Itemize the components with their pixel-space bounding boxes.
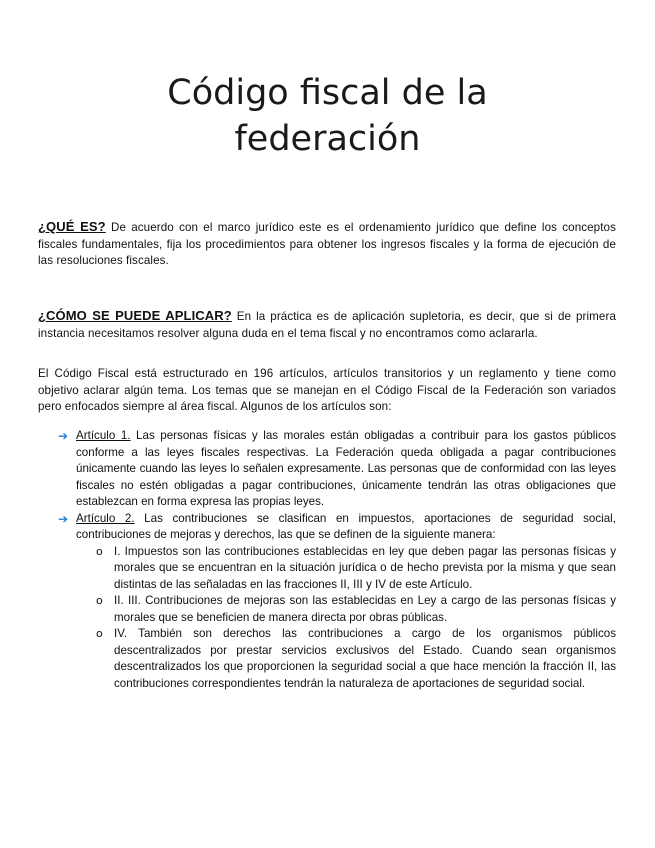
subitem-text: II. III. Contribuciones de mejoras son las establecidas en Ley a cargo de las personas físicas y morales que se beneficien de manera directa por obras públicas. <box>114 594 616 624</box>
paragraph-como-aplicar <box>38 308 616 342</box>
text-estructura: El Código Fiscal está estructurado en 196 artículos, artículos transitorios y un reglamento y tiene como objetivo aclarar algún tema. Los temas que se manejan en el Código Fiscal de la Federación son variados pero enfocados siempre al área fiscal. Algunos de los artículos son: <box>38 367 616 413</box>
circle-bullet-icon: o <box>96 594 103 607</box>
paragraph-estructura <box>38 366 616 416</box>
text-como-aplicar: En la práctica es de aplicación supletoria, es decir, que si de primera instancia necesitamos resolver alguna duda en el tema fiscal y no encontramos como aclararla. <box>38 310 616 340</box>
article-2-subitems <box>76 544 616 693</box>
paragraph-que-es <box>38 219 616 270</box>
list-item-fraccion-iv <box>96 626 616 692</box>
circle-bullet-icon: o <box>96 544 103 558</box>
circle-bullet-icon: o <box>96 627 103 640</box>
list-item-fraccion-i <box>96 544 616 594</box>
title-line-2: federación <box>234 119 421 159</box>
heading-que-es: ¿QUÉ ES? <box>38 219 106 234</box>
title-line-1: Código fiscal de la <box>167 73 488 113</box>
article-title: Artículo 1. <box>76 429 131 442</box>
subitem-text: I. Impuestos son las contribuciones establecidas en ley que deben pagar las personas físicas y morales que se encuentran en la situación jurídica o de hecho prevista por la misma y que sean distintas de las señaladas en las fracciones II, III y IV de este Artículo. <box>114 544 616 591</box>
heading-como-aplicar: ¿CÓMO SE PUEDE APLICAR? <box>38 308 232 323</box>
list-item-articulo-1 <box>58 428 616 511</box>
arrow-bullet-icon: ➔ <box>58 511 69 526</box>
page-title <box>100 70 555 162</box>
list-item-fraccion-iii <box>96 593 616 626</box>
article-title: Artículo 2. <box>76 511 135 525</box>
article-text: Las personas físicas y las morales están obligadas a contribuir para los gastos públicos conforme a las leyes fiscales respectivas. La Federación queda obligada a pagar contribuciones únicamente cuando las leyes lo señalen expresamente. Las personas que de conformidad con las leyes fiscales no estén obligadas a pagar contribuciones, únicamente tendrán las otras obligaciones que establezcan en forma expresa las propias leyes. <box>76 429 616 508</box>
list-item-articulo-2 <box>58 511 616 693</box>
articles-list <box>58 428 616 692</box>
article-text: Las contribuciones se clasifican en impuestos, aportaciones de seguridad social, contribuciones de mejoras y derechos, las que se definen de la siguiente manera: <box>76 511 616 541</box>
text-que-es: De acuerdo con el marco jurídico este es el ordenamiento jurídico que define los conceptos fiscales fundamentales, fija los procedimientos para obtener los ingresos fiscales y la forma de ejecución de las resoluciones fiscales. <box>38 221 616 267</box>
arrow-bullet-icon: ➔ <box>58 429 69 443</box>
subitem-text: IV. También son derechos las contribuciones a cargo de los organismos públicos descentralizados por prestar servicios exclusivos del Estado. Cuando sean organismos descentralizados los que proporcionen la seguridad social a que hace mención la fracción II, las contribuciones correspondientes tendrán la naturaleza de aportaciones de seguridad social. <box>114 627 616 690</box>
